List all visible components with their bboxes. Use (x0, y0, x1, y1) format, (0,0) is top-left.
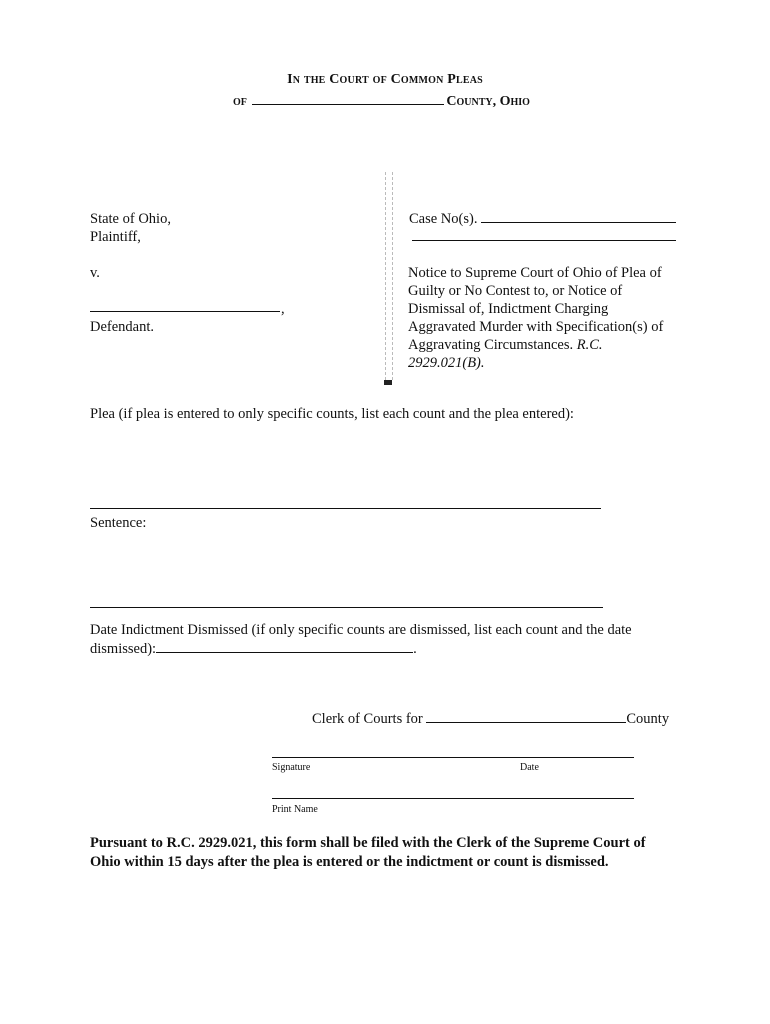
notice-line-1: Notice to Supreme Court of Ohio of Plea of (408, 265, 662, 281)
defendant-name-field[interactable] (90, 311, 280, 312)
notice-line-2: Guilty or No Contest to, or Notice of (408, 283, 623, 299)
caption-divider (385, 172, 393, 380)
notice-citation-b: 2929.021(B). (408, 355, 485, 371)
print-name-field[interactable] (272, 798, 634, 799)
court-title: In the Court of Common Pleas (287, 72, 483, 87)
case-number-field-2[interactable] (412, 240, 676, 241)
signature-field[interactable] (272, 757, 634, 758)
filing-instructions-line-2: Ohio within 15 days after the plea is entered or the indictment or count is dismissed. (90, 854, 609, 870)
plea-label: Plea (if plea is entered to only specific counts, list each count and the plea entered): (90, 406, 574, 422)
dismissal-label: Date Indictment Dismissed (if only specific counts are dismissed, list each count and the date (90, 622, 632, 638)
print-name-label: Print Name (272, 804, 318, 815)
notice-line-4: Aggravated Murder with Specification(s) of (408, 319, 664, 335)
case-number-field-1[interactable] (481, 222, 676, 223)
plaintiff-name: State of Ohio, (90, 211, 171, 227)
sentence-label: Sentence: (90, 515, 147, 531)
filing-instructions (90, 834, 646, 872)
notice-line-6 (408, 354, 698, 372)
caption-divider-mark (384, 380, 392, 385)
county-prefix: of (233, 94, 247, 109)
notice-line-5: Aggravating Circumstances. R.C. (408, 337, 603, 353)
county-suffix: County, Ohio (446, 94, 530, 109)
clerk-line (312, 709, 669, 728)
case-number-label: Case No(s). (409, 211, 478, 227)
clerk-county-field[interactable] (426, 709, 626, 723)
dismissal-date-field[interactable] (156, 639, 413, 653)
plaintiff-role: Plaintiff, (90, 229, 141, 245)
county-name-field[interactable] (252, 92, 444, 105)
dismissal-line-2: dismissed): . (90, 641, 417, 657)
notice-citation-a: R.C. (576, 337, 603, 353)
signature-label: Signature (272, 762, 311, 773)
county-line (233, 92, 530, 110)
clerk-county-label: County (626, 711, 670, 727)
notice-line-3: Dismissal of, Indictment Charging (408, 301, 609, 317)
clerk-label: Clerk of Courts for (312, 711, 423, 727)
defendant-comma: , (281, 301, 285, 317)
defendant-role: Defendant. (90, 319, 155, 335)
versus: v. (90, 265, 100, 281)
sentence-field[interactable] (90, 607, 603, 608)
plea-field[interactable] (90, 508, 601, 509)
notice-title (408, 264, 698, 372)
filing-instructions-line-1: Pursuant to R.C. 2929.021, this form shall be filed with the Clerk of the Supreme Court of (90, 835, 646, 851)
date-label: Date (520, 762, 539, 773)
